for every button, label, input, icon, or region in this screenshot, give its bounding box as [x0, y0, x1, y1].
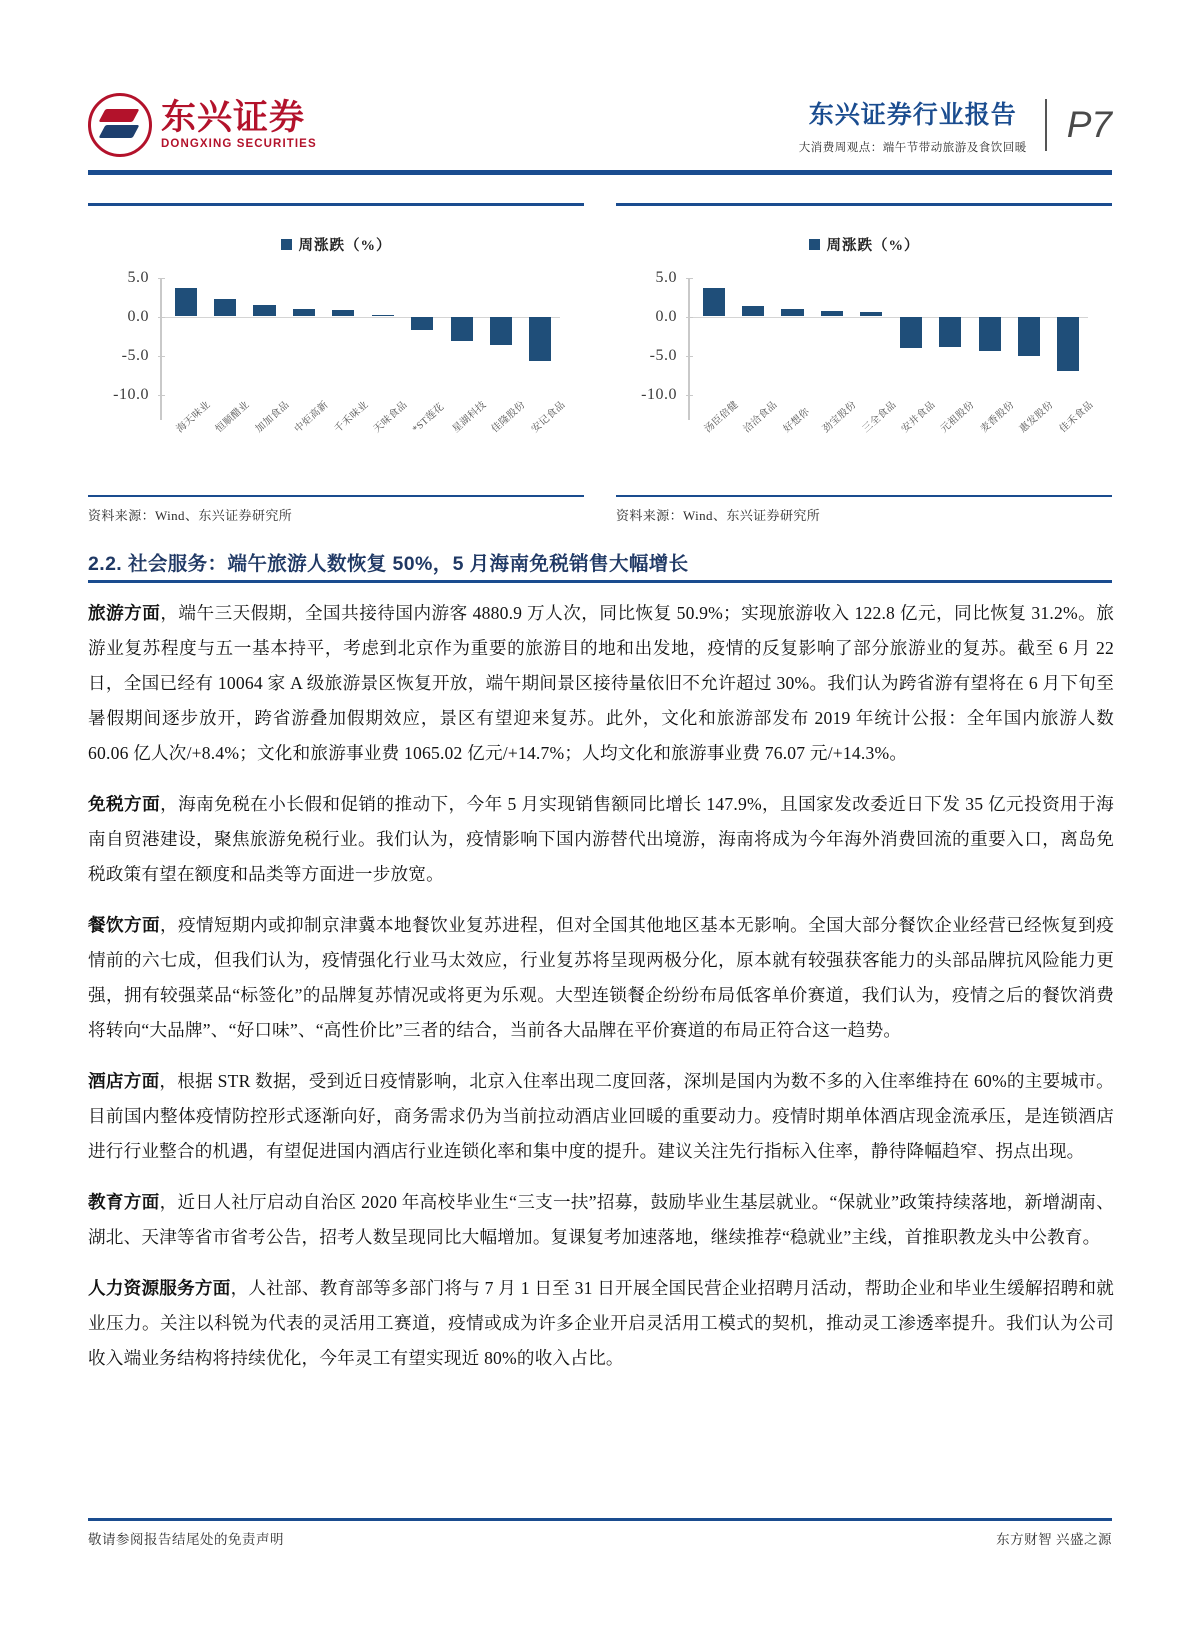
x-axis-label: 恒顺醋业	[213, 398, 252, 435]
bar-安井食品	[900, 317, 922, 348]
paragraph-lead: 餐饮方面	[88, 915, 161, 935]
report-subtitle: 大消费周观点：端午节带动旅游及食饮回暖	[798, 142, 1027, 154]
bar-洽洽食品	[742, 306, 764, 317]
x-axis-label: 星湖科技	[450, 398, 489, 435]
x-axis-labels-right	[688, 398, 1096, 486]
x-axis-label: 惠发股份	[1017, 398, 1056, 435]
bar-佳禾食品	[1057, 317, 1079, 372]
paragraph-text: ，海南免税在小长假和促销的推动下，今年 5 月实现销售额同比增长 147.9%，且国家发改委近日下发 35 亿元投资用于海南自贸港建设，聚焦旅游免税行业。我们认为，疫情影响下国内游替代出境游，海南将成为今年海外消费回流的重要入口，离岛免税政策有望在额度和品类等方面进一步放宽。	[88, 794, 1114, 884]
x-axis-label: 佳禾食品	[1057, 398, 1096, 435]
x-axis-label: 汤臣倍健	[702, 398, 741, 435]
brand-name-cn: 东兴证券	[161, 97, 306, 137]
dongxing-logo-icon	[88, 93, 152, 157]
bar-星湖科技	[451, 317, 473, 342]
y-tick-label: -5.0	[121, 346, 149, 364]
bar-天味食品	[372, 315, 394, 317]
x-axis-label: 劲宝股份	[820, 398, 859, 435]
footer-disclaimer: 敬请参阅报告结尾处的免责声明	[88, 1532, 284, 1547]
bar-slot	[773, 278, 812, 420]
paragraph-lead: 教育方面	[88, 1192, 160, 1212]
bar-恒顺醋业	[214, 299, 236, 317]
y-tick-label: 0.0	[127, 307, 149, 325]
logo-text-block	[161, 97, 317, 151]
page-number: P7	[1066, 104, 1112, 145]
x-axis-label: 麦香股份	[978, 398, 1017, 435]
paragraph-text: ，根据 STR 数据，受到近日疫情影响，北京入住率出现二度回落，深圳是国内为数不多的入住率维持在 60%的主要城市。目前国内整体疫情防控形式逐渐向好，商务需求仍为当前拉动酒店业回暖的重要动力。疫情时期单体酒店现金流承压，是连锁酒店进行行业整合的机遇，有望促进国内酒店行业连锁化率和集中度的提升。建议关注先行指标入住率，静待降幅趋窄、拐点出现。	[88, 1071, 1114, 1161]
bar-佳隆股份	[490, 317, 512, 346]
bar-安记食品	[529, 317, 551, 361]
brand-name-en: DONGXING SECURITIES	[161, 137, 317, 150]
section-rule	[88, 580, 1112, 583]
x-axis-label: 中炬高新	[292, 398, 331, 435]
y-tick-label: 5.0	[655, 268, 677, 286]
bar-麦香股份	[979, 317, 1001, 351]
bar-海天味业	[175, 288, 197, 316]
y-tick-label: -10.0	[113, 385, 149, 403]
bar-惠发股份	[1018, 317, 1040, 356]
legend-swatch-icon	[809, 239, 820, 250]
x-axis-label: 安记食品	[529, 398, 568, 435]
chart-row	[88, 203, 1112, 524]
footer-rule	[88, 1518, 1112, 1521]
paragraph-lead: 人力资源服务方面	[88, 1278, 231, 1298]
paragraph	[88, 1185, 1114, 1255]
bar-加加食品	[253, 305, 275, 317]
x-axis-labels-left	[160, 398, 568, 486]
legend-swatch-icon	[281, 239, 292, 250]
y-tick-label: 5.0	[127, 268, 149, 286]
paragraph-lead: 免税方面	[88, 794, 161, 814]
bar-中炬高新	[293, 309, 315, 317]
chart-legend-right	[616, 234, 1112, 255]
bar-好想你	[781, 309, 803, 317]
page-footer	[88, 1528, 1112, 1548]
legend-label: 周涨跌（%）	[826, 237, 920, 254]
x-axis-label: 安井食品	[899, 398, 938, 435]
x-axis-label: 元祖股份	[938, 398, 977, 435]
chart-source-left: 资料来源：Wind、东兴证券研究所	[88, 508, 293, 523]
report-title: 东兴证券行业报告	[808, 101, 1017, 129]
bar-chart-right	[616, 206, 1112, 491]
x-axis-label: 洽洽食品	[741, 398, 780, 435]
paragraph	[88, 596, 1114, 771]
bar-汤臣倍健	[703, 288, 725, 316]
paragraph-text: ，疫情短期内或抑制京津冀本地餐饮业复苏进程，但对全国其他地区基本无影响。全国大部分餐饮企业经营已经恢复到疫情前的六七成，但我们认为，疫情强化行业马太效应，行业复苏将呈现两极分化，原本就有较强获客能力的头部品牌抗风险能力更强，拥有较强菜品“标签化”的品牌复苏情况或将更为乐观。大型连锁餐企纷纷布局低客单价赛道，我们认为，疫情之后的餐饮消费将转向“大品牌”、“好口味”、“高性价比”三者的结合，当前各大品牌在平价赛道的布局正符合这一趋势。	[88, 915, 1114, 1040]
bar-元祖股份	[939, 317, 961, 347]
x-axis-label: 千禾味业	[332, 398, 371, 435]
page-header	[88, 86, 1112, 164]
bar-千禾味业	[332, 310, 354, 317]
company-logo	[88, 93, 317, 157]
paragraph	[88, 1064, 1114, 1169]
paragraph	[88, 787, 1114, 892]
y-axis	[688, 278, 690, 420]
paragraph-lead: 旅游方面	[88, 603, 161, 623]
bar-三全食品	[860, 312, 882, 316]
chart-panel-left	[88, 203, 584, 524]
panel-bottom-rule	[616, 495, 1112, 498]
chart-source-right: 资料来源：Wind、东兴证券研究所	[616, 508, 821, 523]
x-axis-label: 加加食品	[253, 398, 292, 435]
header-rule	[88, 170, 1112, 175]
header-right-block	[799, 95, 1112, 155]
paragraph-text: ，近日人社厅启动自治区 2020 年高校毕业生“三支一扶”招募，鼓励毕业生基层就业。“保就业”政策持续落地，新增湖南、湖北、天津等省市省考公告，招考人数呈现同比大幅增加。复课复考加速落地，继续推荐“稳就业”主线，首推职教龙头中公教育。	[88, 1192, 1114, 1247]
bar-chart-left	[88, 206, 584, 491]
x-axis-label: 好想你	[781, 405, 812, 435]
header-divider	[1045, 99, 1047, 151]
paragraph-text: ，端午三天假期，全国共接待国内游客 4880.9 万人次，同比恢复 50.9%；实现旅游收入 122.8 亿元，同比恢复 31.2%。旅游业复苏程度与五一基本持平，考虑到北京作为重要的旅游目的地和出发地，疫情的反复影响了部分旅游业的复苏。截至 6 月 22 日，全国已经有 10064 家 A 级旅游景区恢复开放，端午期间景区接待量依旧不允许超过 30%。我们认为跨省游有望将在 6 月下旬至暑假期间逐步放开，跨省游叠加假期效应，景区有望迎来复苏。此外，文化和旅游部发布 2019 年统计公报：全年国内旅游人数 60.06 亿人次/+8.4%；文化和旅游事业费 1065.02 亿元/+14.7%；人均文化和旅游事业费 76.07 元/+14.3%。	[88, 603, 1114, 763]
chart-legend-left	[88, 234, 584, 255]
y-tick-label: -10.0	[641, 385, 677, 403]
x-axis-label: 佳隆股份	[489, 398, 528, 435]
bar-劲宝股份	[821, 311, 843, 316]
paragraph	[88, 908, 1114, 1048]
section-heading: 2.2. 社会服务：端午旅游人数恢复 50%，5 月海南免税销售大幅增长	[88, 553, 689, 575]
x-axis-label: 海天味业	[174, 398, 213, 435]
bar-*ST莲花	[411, 317, 433, 330]
article-body	[88, 596, 1114, 1392]
y-tick-label: -5.0	[649, 346, 677, 364]
paragraph-lead: 酒店方面	[88, 1071, 160, 1091]
chart-panel-right	[616, 203, 1112, 524]
footer-slogan: 东方财智 兴盛之源	[996, 1532, 1112, 1547]
x-axis-label: *ST莲花	[410, 400, 447, 435]
paragraph-text: ，人社部、教育部等多部门将与 7 月 1 日至 31 日开展全国民营企业招聘月活动，帮助企业和毕业生缓解招聘和就业压力。关注以科锐为代表的灵活用工赛道，疫情或成为许多企业开启灵活用工模式的契机，推动灵工渗透率提升。我们认为公司收入端业务结构将持续优化，今年灵工有望实现近 80%的收入占比。	[88, 1278, 1114, 1368]
y-tick-label: 0.0	[655, 307, 677, 325]
header-title-group	[799, 95, 1045, 155]
x-axis-label: 天味食品	[371, 398, 410, 435]
paragraph	[88, 1271, 1114, 1376]
panel-bottom-rule	[88, 495, 584, 498]
x-axis-label: 三全食品	[860, 398, 899, 435]
y-axis	[160, 278, 162, 420]
legend-label: 周涨跌（%）	[298, 237, 392, 254]
